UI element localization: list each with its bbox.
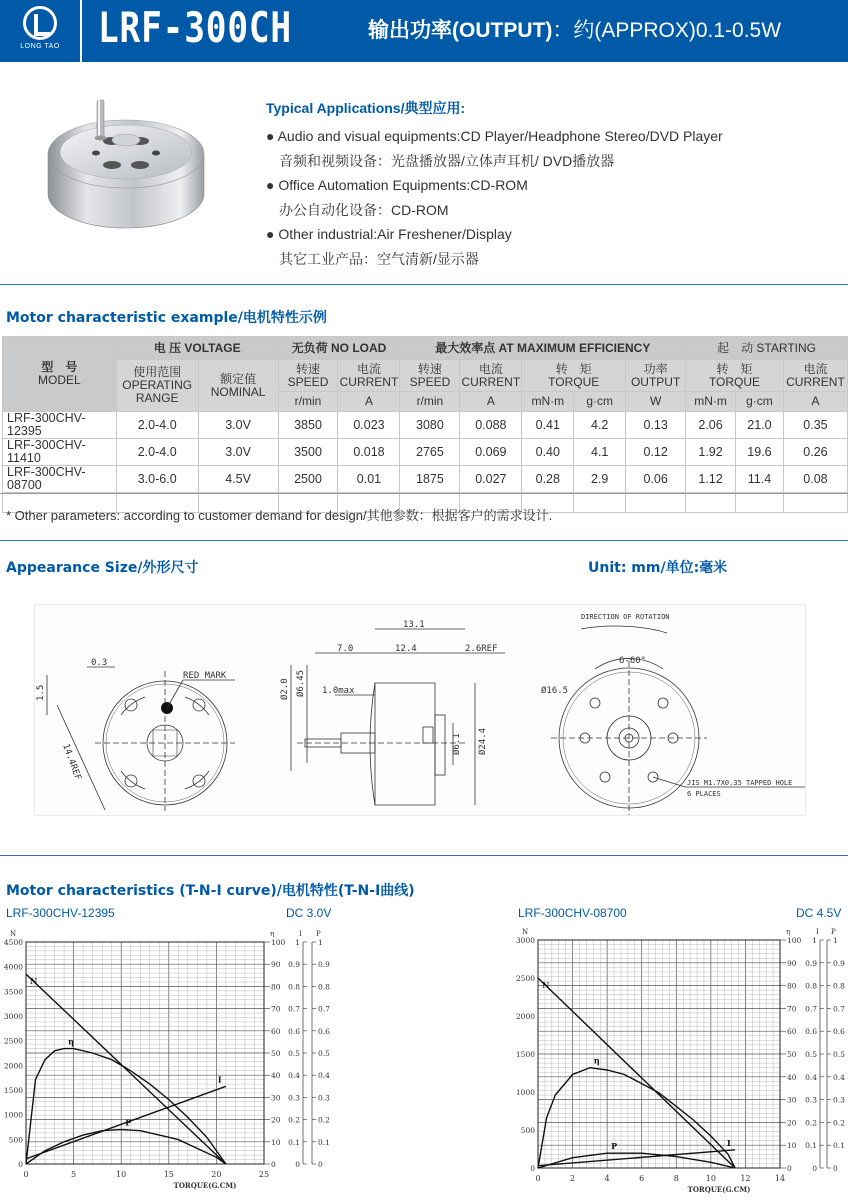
header-max-efficiency: 最大效率点 AT MAXIMUM EFFICIENCY [400, 337, 686, 360]
i-tick-label: 0.9 [288, 960, 300, 970]
characteristic-table [2, 336, 848, 513]
unit-cell: mN·m [522, 392, 574, 412]
section-title-appearance: Appearance Size/外形尺寸 [6, 560, 199, 576]
torque-cn: 转 矩 [555, 361, 592, 376]
table-cell: 2765 [400, 439, 460, 466]
table-cell: 0.35 [783, 412, 847, 439]
eta-tick-label: 60 [787, 1027, 797, 1037]
unit-cell: r/min [400, 392, 460, 412]
table-cell: 0.069 [460, 439, 522, 466]
i-tick-label: 0.2 [805, 1118, 817, 1128]
x-tick-label: 15 [163, 1170, 174, 1179]
speed-cn: 转速 [417, 361, 442, 376]
header-no-load: 无负荷 NO LOAD [278, 337, 400, 360]
left-tick-label: 2000 [515, 1012, 535, 1021]
section-title-tni: Motor characteristics (T-N-I curve)/电机特性(T-N-I曲线) [6, 883, 415, 899]
table-bottom-rule [0, 493, 848, 494]
eta-tick-label: 80 [271, 982, 281, 992]
torque-cn: 转 矩 [716, 361, 753, 376]
eta-tick-label: 30 [271, 1093, 281, 1103]
dim-1-5: 1.5 [36, 684, 46, 701]
p-tick-label: 0.6 [833, 1027, 845, 1037]
i-tick-label: 0.1 [805, 1141, 817, 1151]
eta-tick-label: 10 [271, 1137, 281, 1147]
table-cell: 3850 [278, 412, 338, 439]
table-cell: 21.0 [736, 412, 784, 439]
current-cn: 电流 [356, 361, 381, 376]
eta-tick-label: 100 [787, 936, 802, 945]
p-tick-label: 0.2 [318, 1115, 330, 1125]
table-cell: 2500 [278, 466, 338, 493]
table-cell: LRF-300CHV-08700 [3, 466, 117, 493]
eta-tick-label: 0 [271, 1160, 276, 1169]
table-cell: 0.027 [460, 466, 522, 493]
i-tick-label: 0.4 [288, 1071, 300, 1081]
chart2-model: LRF-300CHV-08700 [518, 906, 627, 920]
p-tick-label: 0 [833, 1164, 838, 1173]
table-cell: 0.06 [626, 466, 686, 493]
current-cn: 电流 [478, 361, 503, 376]
x-tick-label: 0 [23, 1170, 29, 1179]
left-tick-label: 2500 [515, 974, 535, 983]
x-tick-label: 12 [740, 1174, 751, 1183]
side-view [279, 620, 505, 805]
left-tick-label: 1000 [515, 1088, 535, 1097]
x-tick-label: 4 [604, 1174, 610, 1183]
application-line-3: ● Office Automation Equipments:CD-ROM [266, 177, 528, 193]
dim-0-3: 0.3 [91, 658, 108, 668]
p-tick-label: 1 [833, 936, 838, 945]
left-tick-label: 1500 [3, 1086, 23, 1095]
table-cell: 3.0-6.0 [116, 466, 198, 493]
tni-chart-08700 [506, 924, 848, 1200]
left-tick-label: 2000 [3, 1061, 23, 1071]
table-cell: 0.13 [626, 412, 686, 439]
dim-24-4: Ø24.4 [478, 727, 488, 755]
chart1-model: LRF-300CHV-12395 [6, 906, 115, 920]
p-tick-label: 0.9 [833, 958, 845, 968]
p-tick-label: 0.4 [833, 1072, 845, 1082]
x-tick-label: 8 [673, 1174, 679, 1183]
i-tick-label: 0.4 [805, 1072, 817, 1082]
eta-tick-label: 80 [787, 981, 797, 991]
dim-13-1: 13.1 [403, 620, 425, 630]
section-rule [0, 540, 848, 541]
x-tick-label: 5 [71, 1170, 77, 1179]
section-rule [0, 855, 848, 856]
header-current-eff [460, 360, 522, 392]
header-nominal [198, 360, 278, 412]
model-title: LRF-300CH [98, 3, 292, 52]
table-row [3, 439, 848, 466]
header-bar [0, 0, 848, 62]
p-tick-label: 0.7 [318, 1004, 330, 1014]
dim-16-5: Ø16.5 [541, 686, 569, 696]
eta-tick-label: 30 [787, 1095, 797, 1105]
i-tick-label: 0.1 [288, 1137, 300, 1147]
eta-tick-label: 20 [787, 1118, 797, 1128]
torque-en: TORQUE [548, 374, 600, 389]
p-axis-title: P [831, 928, 836, 936]
dimension-drawing [34, 604, 806, 816]
p-tick-label: 0.3 [833, 1095, 845, 1105]
table-cell: 1.12 [686, 466, 736, 493]
speed-en: SPEED [409, 374, 451, 389]
rear-view [541, 613, 805, 815]
table-cell: 0.40 [522, 439, 574, 466]
output-power-title [368, 14, 781, 44]
dim-6-45: Ø6.45 [296, 669, 306, 697]
table-cell: 4.1 [574, 439, 626, 466]
i-tick-label: 0.8 [805, 981, 817, 991]
unit-cell: A [783, 392, 847, 412]
series-p-line [538, 1153, 735, 1168]
table-cell: 0.088 [460, 412, 522, 439]
i-tick-label: 0.9 [805, 958, 817, 968]
table-row [3, 466, 848, 493]
customer-note: * Other parameters: according to customer demand for design/其他参数：根据客户的需求设计. [6, 508, 553, 523]
x-tick-label: 25 [258, 1170, 270, 1179]
unit-cell: W [626, 392, 686, 412]
i-tick-label: 1 [295, 938, 300, 947]
nominal-en: NOMINAL [210, 384, 266, 399]
dim-7-0: 7.0 [337, 644, 354, 654]
i-axis-title: I [299, 930, 302, 938]
table-cell: 0.26 [783, 439, 847, 466]
unit-cell: A [460, 392, 522, 412]
table-cell: 0.018 [338, 439, 400, 466]
motor-photo [36, 96, 216, 236]
table-cell: 2.0-4.0 [116, 439, 198, 466]
left-tick-label: 4500 [3, 938, 23, 947]
i-tick-label: 0.5 [805, 1050, 817, 1059]
header-starting: 起 动 STARTING [686, 337, 848, 360]
eta-tick-label: 90 [271, 960, 281, 970]
current-en: CURRENT [339, 374, 399, 389]
unit-cell: A [338, 392, 400, 412]
i-tick-label: 0.7 [805, 1004, 817, 1014]
table-cell: 0.01 [338, 466, 400, 493]
applications-title: Typical Applications/典型应用: [266, 100, 466, 116]
chart1-voltage: DC 3.0V [286, 906, 332, 920]
left-tick-label: 500 [8, 1135, 23, 1145]
unit-label: Unit: mm/单位:毫米 [588, 560, 728, 576]
x-tick-label: 6 [639, 1174, 645, 1183]
eta-tick-label: 40 [271, 1071, 281, 1081]
table-cell: 3.0V [198, 439, 278, 466]
model-cn: 型 号 [41, 360, 78, 374]
table-cell: LRF-300CHV-11410 [3, 439, 117, 466]
unit-cell: mN·m [686, 392, 736, 412]
series-label: P [611, 1141, 618, 1152]
front-view-left [36, 658, 235, 811]
series-label: N [30, 976, 38, 987]
op-range-en1: OPERATING [122, 378, 193, 392]
x-axis-title: TORQUE(G.CM) [173, 1181, 237, 1190]
header-divider [80, 0, 82, 62]
x-tick-label: 14 [774, 1174, 786, 1183]
op-range-cn: 使用范围 [133, 365, 182, 379]
nominal-cn: 额定值 [220, 371, 257, 386]
current-en: CURRENT [461, 374, 521, 389]
table-cell: 0.08 [783, 466, 847, 493]
current-cn: 电流 [803, 361, 828, 376]
output-cn: 功率 [643, 361, 668, 376]
i-tick-label: 0.8 [288, 982, 300, 992]
unit-cell: g·cm [736, 392, 784, 412]
i-tick-label: 0.7 [288, 1004, 300, 1014]
table-cell: 0.41 [522, 412, 574, 439]
eta-tick-label: 50 [271, 1049, 281, 1058]
x-tick-label: 10 [705, 1174, 716, 1183]
table-cell: 2.06 [686, 412, 736, 439]
eta-tick-label: 70 [787, 1004, 797, 1014]
eta-tick-label: 60 [271, 1026, 281, 1036]
p-tick-label: 0.6 [318, 1026, 330, 1036]
p-tick-label: 0.8 [318, 982, 330, 992]
speed-cn: 转速 [296, 361, 321, 376]
table-cell: LRF-300CHV-12395 [3, 412, 117, 439]
table-cell: 0.023 [338, 412, 400, 439]
left-axis-title: N [522, 928, 529, 936]
x-tick-label: 2 [570, 1174, 576, 1183]
p-tick-label: 0.7 [833, 1004, 845, 1014]
drawing-svg [35, 605, 807, 817]
label-rotation: DIRECTION OF ROTATION [581, 613, 670, 621]
series-label: I [217, 1074, 222, 1085]
dim-2-0: Ø2.0 [280, 678, 290, 700]
dim-6-1: Ø6.1 [452, 733, 462, 755]
series-label: P [125, 1117, 132, 1128]
table-cell: 4.2 [574, 412, 626, 439]
unit-cell: r/min [278, 392, 338, 412]
x-tick-label: 10 [116, 1170, 127, 1179]
table-cell: 19.6 [736, 439, 784, 466]
eta-tick-label: 50 [787, 1050, 797, 1059]
typical-applications [266, 98, 723, 271]
left-tick-label: 2500 [3, 1036, 23, 1046]
header-model [3, 337, 117, 412]
left-tick-label: 1500 [515, 1050, 535, 1059]
eta-tick-label: 10 [787, 1141, 797, 1151]
p-tick-label: 0.8 [833, 981, 845, 991]
table-cell: 11.4 [736, 466, 784, 493]
i-tick-label: 0.2 [288, 1115, 300, 1125]
dim-12-4: 12.4 [395, 644, 417, 654]
series-n-line [538, 978, 735, 1168]
output-value: ：约(APPROX)0.1-0.5W [552, 19, 782, 42]
header-current-start [783, 360, 847, 392]
left-tick-label: 4000 [3, 962, 23, 972]
i-tick-label: 0.6 [805, 1027, 817, 1037]
i-tick-label: 1 [812, 936, 817, 945]
series-label: η [68, 1036, 74, 1047]
left-tick-label: 3000 [515, 936, 535, 945]
table-cell: 0.28 [522, 466, 574, 493]
p-tick-label: 0.4 [318, 1071, 330, 1081]
output-en: OUTPUT [630, 374, 681, 389]
dim-6-60: 6-60° [619, 656, 647, 666]
left-tick-label: 500 [520, 1126, 535, 1135]
i-axis-title: I [816, 928, 819, 936]
eta-axis-title: η [786, 928, 791, 936]
application-line-2: 音频和视频设备：光盘播放器/立体声耳机/ DVD播放器 [279, 152, 615, 169]
left-tick-label: 3000 [3, 1012, 23, 1021]
header-torque-start [686, 360, 784, 392]
p-tick-label: 0.1 [833, 1141, 845, 1151]
series-n-line [26, 974, 226, 1164]
op-range-en2: RANGE [135, 391, 179, 405]
company-logo [10, 6, 70, 58]
header-voltage: 电 压 VOLTAGE [116, 337, 278, 360]
dim-2-6: 2.6REF [465, 644, 498, 654]
p-tick-label: 0.1 [318, 1137, 330, 1147]
header-speed-eff [400, 360, 460, 392]
eta-tick-label: 40 [787, 1072, 797, 1082]
series-label: N [542, 980, 550, 990]
speed-en: SPEED [287, 374, 329, 389]
header-torque-eff [522, 360, 626, 392]
header-speed-noload [278, 360, 338, 392]
current-en: CURRENT [786, 374, 845, 389]
x-tick-label: 0 [535, 1174, 541, 1183]
i-tick-label: 0.5 [288, 1049, 300, 1058]
left-tick-label: 3500 [3, 987, 23, 997]
table-cell: 1875 [400, 466, 460, 493]
p-tick-label: 0.2 [833, 1118, 845, 1128]
p-tick-label: 0.5 [318, 1049, 330, 1058]
application-line-6: 其它工业产品：空气清新/显示器 [279, 250, 479, 267]
table-cell: 4.5V [198, 466, 278, 493]
eta-tick-label: 20 [271, 1115, 281, 1125]
eta-tick-label: 0 [787, 1164, 792, 1173]
p-tick-label: 0.5 [833, 1050, 845, 1059]
p-tick-label: 0.9 [318, 960, 330, 970]
table-cell: 0.12 [626, 439, 686, 466]
table-cell: 2.0-4.0 [116, 412, 198, 439]
table-cell: 3.0V [198, 412, 278, 439]
dim-14-4: 14.4REF [60, 742, 83, 782]
left-tick-label: 1000 [3, 1110, 23, 1120]
model-en: MODEL [38, 373, 81, 387]
application-line-4: 办公自动化设备：CD-ROM [279, 201, 449, 218]
eta-axis-title: η [270, 930, 275, 938]
section-title-characteristic: Motor characteristic example/电机特性示例 [6, 310, 327, 326]
table-cell: 3080 [400, 412, 460, 439]
table-row [3, 412, 848, 439]
table-cell: 2.9 [574, 466, 626, 493]
p-tick-label: 1 [318, 938, 323, 947]
p-tick-label: 0.3 [318, 1093, 330, 1103]
eta-tick-label: 90 [787, 958, 797, 968]
series-label: I [727, 1137, 731, 1148]
table-cell: 3500 [278, 439, 338, 466]
p-tick-label: 0 [318, 1160, 323, 1169]
x-tick-label: 20 [211, 1170, 222, 1179]
x-axis-title: TORQUE(G.CM) [687, 1185, 751, 1194]
i-tick-label: 0.3 [288, 1093, 300, 1103]
logo-text: LONG TAO [20, 43, 60, 50]
application-line-1: ● Audio and visual equipments:CD Player/Headphone Stereo/DVD Player [266, 128, 723, 144]
label-tapped-hole: JIS M1.7X0.35 TAPPED HOLE [687, 779, 793, 787]
logo-icon [23, 6, 57, 40]
left-axis-title: N [10, 930, 17, 938]
chart2-voltage: DC 4.5V [796, 906, 842, 920]
left-tick-label: 0 [18, 1160, 23, 1169]
i-tick-label: 0 [812, 1164, 817, 1173]
label-six-places: 6 PLACES [687, 790, 721, 798]
header-output [626, 360, 686, 392]
i-tick-label: 0.3 [805, 1095, 817, 1105]
i-tick-label: 0.6 [288, 1026, 300, 1036]
eta-tick-label: 70 [271, 1004, 281, 1014]
left-tick-label: 0 [530, 1164, 535, 1173]
tni-chart-12395 [0, 924, 340, 1200]
i-tick-label: 0 [295, 1160, 300, 1169]
torque-en: TORQUE [708, 374, 761, 389]
label-red-mark: RED MARK [183, 671, 227, 681]
p-axis-title: P [316, 930, 321, 938]
application-line-5: ● Other industrial:Air Freshener/Display [266, 226, 512, 242]
table-cell: 1.92 [686, 439, 736, 466]
dim-1-0max: 1.0max [322, 686, 355, 696]
header-operating-range [116, 360, 198, 412]
output-label: 输出功率(OUTPUT) [368, 19, 553, 42]
eta-tick-label: 100 [271, 938, 286, 947]
header-current-noload [338, 360, 400, 392]
section-rule [0, 284, 848, 285]
unit-cell: g·cm [574, 392, 626, 412]
series-label: η [593, 1055, 600, 1066]
